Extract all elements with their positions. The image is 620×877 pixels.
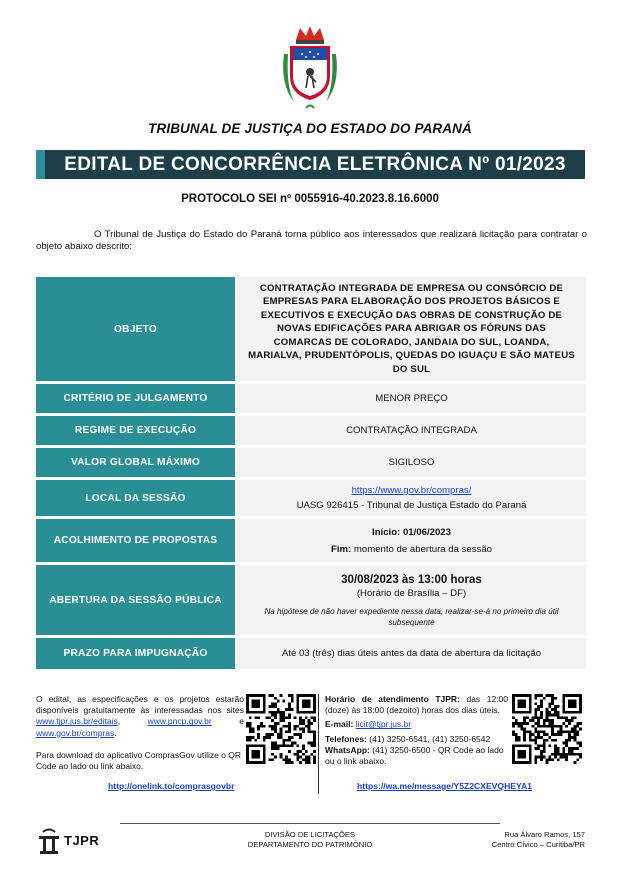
email-line <box>325 719 508 730</box>
value-local <box>237 480 586 516</box>
whatsapp-message-link[interactable]: https://wa.me/message/Y5Z2CXEVQHEYA1 <box>357 781 532 791</box>
row-prazo <box>36 638 586 669</box>
email-label: E-mail: <box>325 719 354 730</box>
onelink-comprasgov-link[interactable]: http://onelink.to/comprasgovbr <box>108 781 235 791</box>
label-local: LOCAL DA SESSÃO <box>36 480 235 516</box>
value-abertura <box>237 565 586 635</box>
value-objeto: CONTRATAÇÃO INTEGRADA DE EMPRESA OU CONSÓRCIO DE EMPRESAS PARA ELABORAÇÃO DOS PROJETOS BÁSICOS E EXECUTIVOS E EXECUÇÃO DAS OBRAS DE CONSTRUÇÃO DE NOVAS EDIFICAÇÕES PARA ABRIGAR OS FÓRUNS DAS COMARCAS DE COLORADO, JANDAIA DO SUL, LOANDA, MARIALVA, PRUDENTÓPOLIS, QUEDAS DO IGUAÇU E SÃO MATEUS DO SUL <box>237 277 586 381</box>
label-criterio: CRITÉRIO DE JULGAMENTO <box>36 384 235 413</box>
tjpr-editais-link[interactable]: www.tjpr.jus.br/editais <box>36 716 118 727</box>
value-criterio: MENOR PREÇO <box>237 384 586 413</box>
row-local <box>36 480 586 516</box>
tjpr-emblem-icon <box>36 827 62 855</box>
footer-rule <box>120 823 500 824</box>
footer-divider <box>318 694 319 794</box>
horario-label: Horário de atendimento TJPR: <box>325 694 460 704</box>
label-objeto: OBJETO <box>36 277 235 381</box>
label-abertura: ABERTURA DA SESSÃO PÚBLICA <box>36 565 235 635</box>
gov-compras-site-link[interactable]: www.gov.br/compras <box>36 727 115 738</box>
row-criterio <box>36 384 586 413</box>
comprasgov-qr-code-icon[interactable] <box>246 694 316 764</box>
edital-title: EDITAL DE CONCORRÊNCIA ELETRÔNICA Nº 01/2023 <box>45 150 585 179</box>
abertura-datetime: 30/08/2023 às 13:00 horas <box>341 573 482 586</box>
comma-separator: , <box>117 716 121 727</box>
acolhimento-inicio: Início: 01/06/2023 <box>372 526 451 538</box>
label-valor: VALOR GLOBAL MÁXIMO <box>36 448 235 477</box>
row-regime <box>36 416 586 445</box>
fim-text: momento de abertura da sessão <box>353 543 493 555</box>
telefones-label: Telefones: <box>325 733 367 744</box>
label-acolhimento: ACOLHIMENTO DE PROPOSTAS <box>36 519 235 562</box>
address-info <box>440 830 585 850</box>
whatsapp-text: (41) 3250-6500 - QR Code ao lado ou o link abaixo. <box>325 744 504 767</box>
contact-info <box>325 694 508 767</box>
address-line-2: Centro Cívico – Curitiba/PR <box>491 840 585 849</box>
banner-accent <box>36 150 45 179</box>
uasg-text: UASG 926415 - Tribunal de Justiça Estado do Paraná <box>296 500 527 511</box>
fim-label: Fim: <box>330 543 352 555</box>
email-link[interactable]: licit@tjpr.jus.br <box>355 719 412 730</box>
tjpr-logo <box>36 827 106 855</box>
value-prazo: Até 03 (três) dias úteis antes da data de abertura da licitação <box>237 638 586 669</box>
value-acolhimento <box>237 519 586 562</box>
value-regime: CONTRATAÇÃO INTEGRADA <box>237 416 586 445</box>
protocol-number: PROTOCOLO SEI nº 0055916-40.2023.8.16.6000 <box>181 193 439 205</box>
label-prazo: PRAZO PARA IMPUGNAÇÃO <box>36 638 235 669</box>
row-objeto <box>36 277 586 381</box>
intro-paragraph: O Tribunal de Justiça do Estado do Paraná torna público aos interessados que realizará licitação para contratar o objeto abaixo descrito: <box>36 229 587 253</box>
whatsapp-qr-code-icon[interactable] <box>512 694 582 764</box>
edital-availability-text <box>36 694 244 739</box>
court-name: TRIBUNAL DE JUSTIÇA DO ESTADO DO PARANÁ <box>148 121 472 136</box>
acolhimento-fim <box>331 541 492 558</box>
abertura-note: Na hipótese de não haver expediente nessa data, realizar-se-á no primeiro dia útil subsequente <box>264 606 559 627</box>
whatsapp-label: WhatsApp: <box>325 744 370 755</box>
download-app-text: Para download do aplicativo ComprasGov utilize o QR Code ao lado ou link abaixo. <box>36 750 242 772</box>
row-acolhimento <box>36 519 586 562</box>
and-separator: e <box>239 716 244 727</box>
gov-compras-link[interactable]: https://www.gov.br/compras/ <box>351 485 472 496</box>
pncp-link[interactable]: www.pncp.gov.br <box>147 716 212 727</box>
availability-sentence: O edital, as especificações e os projetos estarão disponíveis gratuitamente às interessadas nos sites <box>36 694 244 716</box>
address-line-1: Rua Álvaro Ramos, 157 <box>504 830 585 839</box>
row-valor <box>36 448 586 477</box>
row-abertura <box>36 565 586 635</box>
telefones-text: (41) 3250-6541, (41) 3250-6542 <box>369 733 491 744</box>
parana-coat-of-arms-icon <box>276 24 344 112</box>
telefones-line <box>325 734 508 745</box>
value-valor: SIGILOSO <box>237 448 586 477</box>
division-line-1: DIVISÃO DE LICITAÇÕES <box>264 830 356 839</box>
abertura-timezone: (Horário de Brasília – DF) <box>356 587 467 599</box>
horario-text: das 12:00 (doze) às 18:00 (dezoito) horas dos dias úteis. <box>325 694 508 716</box>
logo-text: TJPR <box>64 833 100 848</box>
period: . <box>114 727 117 738</box>
horario-line <box>325 694 508 716</box>
division-line-2: DEPARTAMENTO DO PATRIMÔNIO <box>247 840 373 849</box>
whatsapp-line <box>325 745 508 767</box>
division-info <box>210 830 410 850</box>
label-regime: REGIME DE EXECUÇÃO <box>36 416 235 445</box>
